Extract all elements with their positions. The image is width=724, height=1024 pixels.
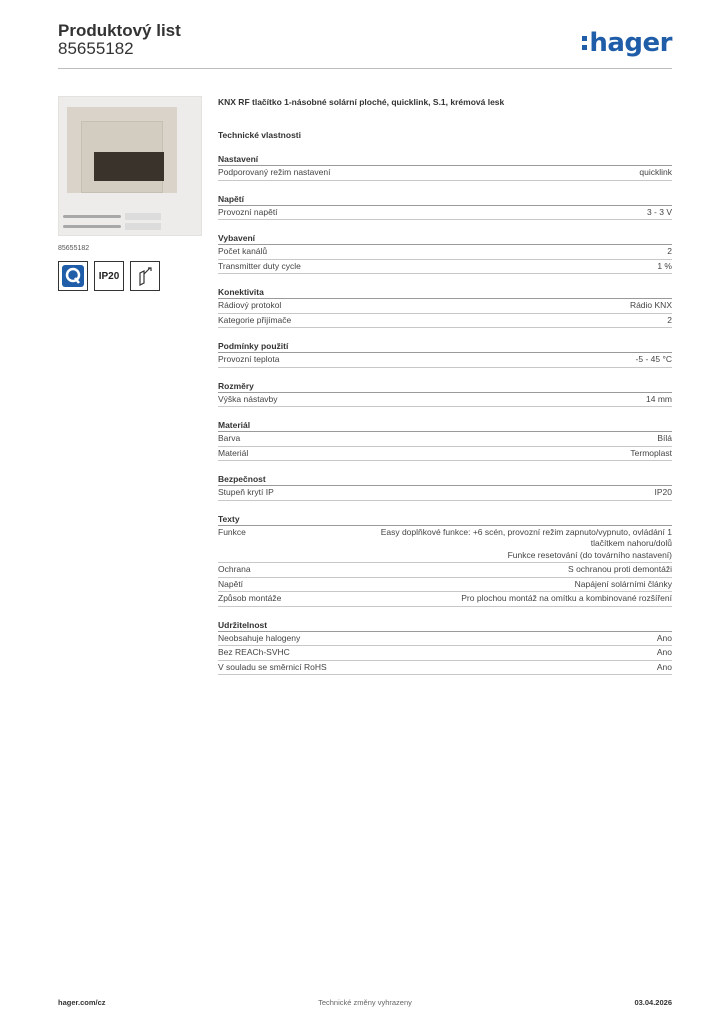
feature-badges [58,261,202,291]
spec-label: Provozní teplota [218,354,280,364]
spec-value [646,394,672,406]
spec-value-line: 3 - 3 V [646,206,672,217]
spec-row [218,661,672,676]
spec-group-title: Vybavení [218,232,672,245]
spec-value-line: quicklink [639,167,672,177]
switch-plate [81,121,163,193]
spec-label: Kategorie přijímače [218,314,292,325]
spec-label: Způsob montáže [218,593,282,603]
spec-row [218,245,672,260]
spec-value-line: Easy doplňkové funkce: +6 scén, provozní režim zapnuto/vypnuto, ovládání 1 [380,526,672,537]
spec-label: Barva [218,433,241,443]
spec-value [630,300,672,312]
spec-label: Neobsahuje halogeny [218,632,301,643]
spec-group-title: Podmínky použití [218,340,672,353]
spec-row [218,447,672,462]
quicklink-icon [58,261,88,291]
footer-disclaimer: Technické změny vyhrazeny [318,998,412,1007]
spec-value [657,647,672,659]
spec-groups [218,153,672,675]
spec-row [218,353,672,368]
solar-panel [94,152,164,181]
spec-group [218,419,672,461]
logo-dots-icon [582,34,587,52]
spec-value-line: Napájení solárními články [574,578,672,589]
document-title: Produktový list [58,21,181,40]
wall-mount-icon [130,261,160,291]
spec-value-line: 2 [667,246,672,256]
spec-label: Transmitter duty cycle [218,260,301,271]
spec-value-line: -5 - 45 °C [635,354,672,364]
spec-value-line: 2 [667,314,672,325]
spec-label: Bez REACh-SVHC [218,647,290,657]
spec-group [218,232,672,274]
spec-value [655,487,673,499]
spec-group [218,380,672,408]
accessory-label [125,223,161,230]
spec-value [630,448,672,460]
spec-row [218,206,672,221]
spec-value [636,354,672,366]
specification-column [218,95,672,687]
spec-value [568,564,672,576]
spec-row [218,314,672,329]
spec-label: Podporovaný režim nastavení [218,167,331,177]
spec-value [381,527,672,562]
page-header [58,20,672,70]
spec-group [218,619,672,676]
document-number: 85655182 [58,39,134,58]
spec-group-title: Udržitelnost [218,619,672,632]
spec-group-title: Texty [218,513,672,526]
footer-website: hager.com/cz [58,998,106,1007]
spec-group [218,513,672,607]
spec-row [218,578,672,593]
spec-value [657,633,672,645]
spec-value [639,167,672,179]
spec-value [461,593,672,605]
product-name: KNX RF tlačítko 1-násobné solární ploché, quicklink, S.1, krémová lesk [218,97,505,107]
spec-label: Provozní napětí [218,206,278,217]
spec-label: Rádiový protokol [218,300,282,310]
spec-value-line: Ano [656,661,672,672]
screw-icon [63,215,121,218]
hager-logo [582,28,672,58]
logo-text: hager [589,28,672,58]
spec-value [657,261,672,273]
product-media-column [58,96,202,291]
spec-label: Počet kanálů [218,246,268,256]
spec-label: Napětí [218,578,244,589]
spec-value [657,662,672,674]
spec-value [575,579,672,591]
spec-row [218,592,672,607]
spec-value-line: Rádio KNX [629,300,672,310]
spec-group-title: Materiál [218,419,672,432]
spec-value-line: 1 % [657,260,672,271]
ip20-badge: IP20 [94,261,124,291]
product-photo [58,96,202,236]
spec-group [218,286,672,328]
spec-row [218,432,672,447]
spec-value [657,433,672,445]
spec-label: Stupeň krytí IP [218,487,274,497]
spec-row [218,486,672,501]
spec-value-line: tlačítkem nahoru/dolů [590,538,672,548]
spec-value-line: Ano [656,632,672,643]
spec-row [218,393,672,408]
spec-value-line: Ano [656,647,672,657]
switch-frame [67,107,177,193]
spec-value-line: IP20 [654,487,672,497]
accessory-label [125,213,161,220]
page-footer [58,998,672,1012]
screw-icon [63,225,121,228]
spec-row [218,563,672,578]
spec-value-line: Bílá [657,433,672,443]
spec-value [667,315,672,327]
spec-group-title: Nastavení [218,153,672,166]
spec-label: V souladu se směrnicí RoHS [218,661,327,672]
spec-group-title: Napětí [218,193,672,206]
footer-date: 03.04.2026 [634,998,672,1007]
spec-value-line: Termoplast [630,447,672,458]
spec-value-line: Pro plochou montáž na omítku a kombinované rozšíření [461,593,672,603]
spec-label: Ochrana [218,564,251,574]
spec-row [218,632,672,647]
spec-row [218,260,672,275]
spec-group [218,340,672,368]
spec-row [218,526,672,564]
spec-label: Funkce [218,526,246,537]
header-divider [58,68,672,69]
spec-group [218,473,672,501]
photo-caption: 85655182 [58,245,90,252]
spec-label: Materiál [218,447,249,458]
spec-group-title: Bezpečnost [218,473,672,486]
spec-row [218,299,672,314]
spec-label: Výška nástavby [218,393,278,404]
section-title: Technické vlastnosti [218,130,301,140]
spec-value [667,246,672,258]
spec-group-title: Konektivita [218,286,672,299]
spec-group [218,193,672,221]
spec-value-line: 14 mm [646,393,672,404]
spec-group-title: Rozměry [218,380,672,393]
spec-value [647,207,672,219]
spec-row [218,646,672,661]
spec-row [218,166,672,181]
spec-group [218,153,672,181]
spec-value-line: S ochranou proti demontáži [568,564,672,574]
spec-value-line: Funkce resetování (do továrního nastavení) [507,549,672,560]
